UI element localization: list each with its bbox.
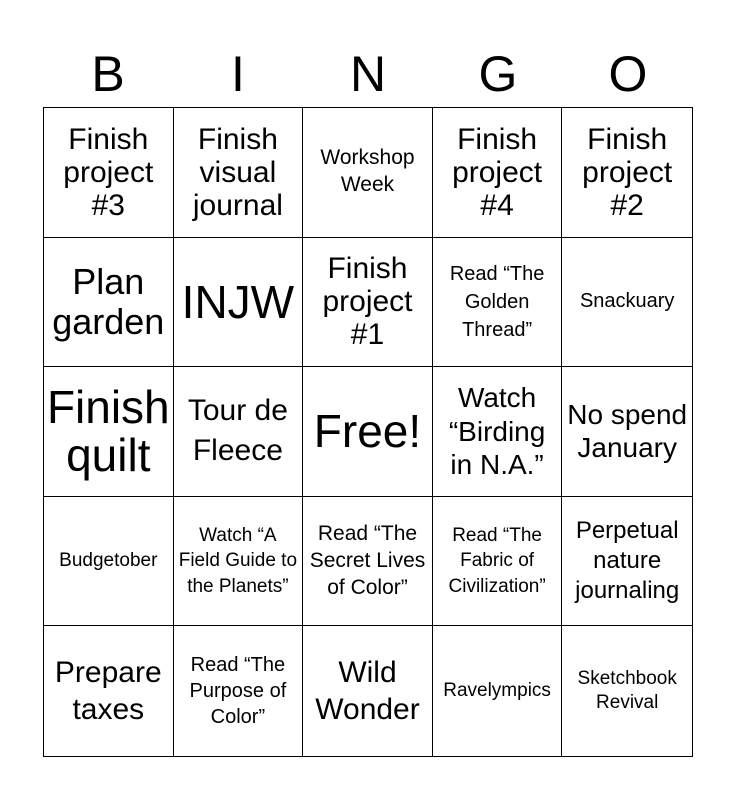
bingo-cell[interactable] bbox=[44, 108, 174, 238]
cell-label: Perpetual nature journaling bbox=[575, 517, 680, 605]
bingo-cell[interactable] bbox=[44, 497, 174, 627]
cell-label: Snackuary bbox=[579, 290, 675, 313]
cell-label: Finish project #3 bbox=[63, 122, 154, 222]
cell-label: Read “The Purpose of Color” bbox=[189, 654, 287, 729]
bingo-cell[interactable] bbox=[44, 367, 174, 497]
bingo-cell[interactable] bbox=[303, 108, 433, 238]
header-letter-b: B bbox=[91, 46, 125, 102]
bingo-cell[interactable] bbox=[433, 497, 563, 627]
cell-label: No spend January bbox=[567, 398, 688, 464]
header-letter-n: N bbox=[349, 46, 387, 102]
header-letter-o: O bbox=[608, 46, 648, 102]
bingo-cell[interactable] bbox=[433, 626, 563, 756]
bingo-cell[interactable] bbox=[562, 238, 692, 368]
cell-label: Read “The Secret Lives of Color” bbox=[309, 521, 426, 599]
free-space-cell[interactable] bbox=[303, 367, 433, 497]
bingo-cell[interactable] bbox=[433, 108, 563, 238]
bingo-cell[interactable] bbox=[174, 497, 304, 627]
bingo-cell[interactable] bbox=[562, 367, 692, 497]
bingo-cell[interactable] bbox=[562, 108, 692, 238]
cell-label: INJW bbox=[181, 275, 295, 328]
bingo-cell[interactable] bbox=[44, 626, 174, 756]
bingo-header bbox=[43, 40, 693, 108]
header-letter-g: G bbox=[478, 46, 518, 102]
bingo-cell[interactable] bbox=[433, 367, 563, 497]
cell-label: Finish visual journal bbox=[192, 122, 283, 222]
cell-label: Ravelympics bbox=[443, 680, 551, 702]
bingo-cell[interactable] bbox=[174, 238, 304, 368]
cell-label: Read “The Golden Thread” bbox=[449, 262, 545, 341]
bingo-cell[interactable] bbox=[174, 108, 304, 238]
bingo-cell[interactable] bbox=[303, 497, 433, 627]
bingo-board bbox=[43, 107, 693, 757]
cell-label: Watch “A Field Guide to the Planets” bbox=[178, 524, 298, 597]
cell-label: Finish project #4 bbox=[452, 122, 543, 222]
bingo-cell[interactable] bbox=[433, 238, 563, 368]
cell-label: Wild Wonder bbox=[315, 655, 420, 727]
cell-label: Finish project #1 bbox=[322, 252, 413, 352]
cell-label: Read “The Fabric of Civilization” bbox=[448, 524, 546, 597]
cell-label: Prepare taxes bbox=[54, 655, 162, 727]
cell-label: Finish project #2 bbox=[582, 122, 673, 222]
bingo-cell[interactable] bbox=[44, 238, 174, 368]
cell-label: Finish quilt bbox=[46, 381, 170, 482]
cell-label: Tour de Fleece bbox=[187, 393, 288, 468]
bingo-cell[interactable] bbox=[562, 497, 692, 627]
bingo-cell[interactable] bbox=[174, 367, 304, 497]
cell-label: Workshop Week bbox=[320, 146, 415, 197]
cell-label: Sketchbook Revival bbox=[577, 668, 677, 714]
free-space-label: Free! bbox=[313, 405, 422, 458]
header-letter-i: I bbox=[231, 46, 245, 102]
cell-label: Plan garden bbox=[52, 261, 165, 342]
bingo-cell[interactable] bbox=[303, 238, 433, 368]
cell-label: Watch “Birding in N.A.” bbox=[448, 382, 546, 481]
bingo-cell[interactable] bbox=[174, 626, 304, 756]
cell-label: Budgetober bbox=[59, 550, 158, 572]
bingo-cell[interactable] bbox=[562, 626, 692, 756]
bingo-cell[interactable] bbox=[303, 626, 433, 756]
